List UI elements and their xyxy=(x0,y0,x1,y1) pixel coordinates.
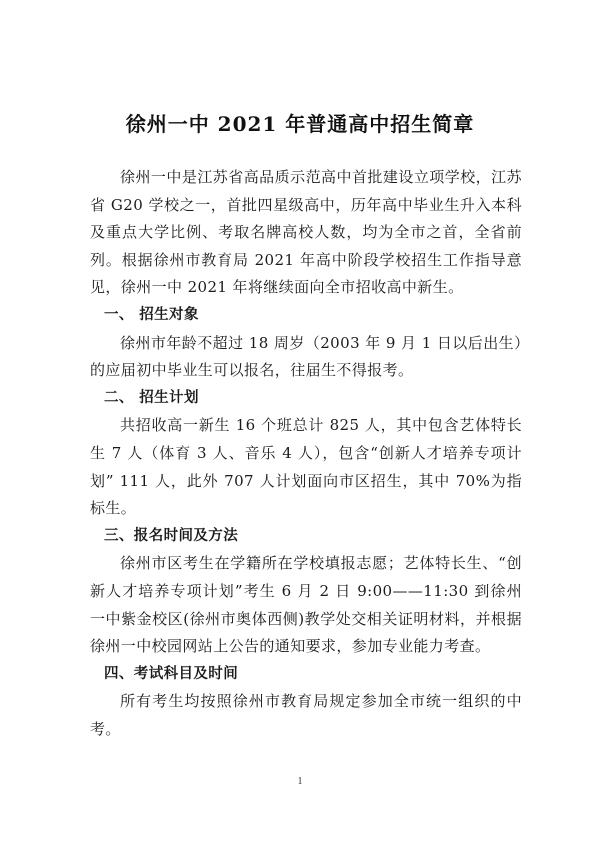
section-text-exam: 所有考生均按照徐州市教育局规定参加全市统一组织的中考。 xyxy=(90,692,522,738)
document-body xyxy=(90,164,522,743)
section-text-eligibility: 徐州市年龄不超过 18 周岁（2003 年 9 月 1 日以后出生）的应届初中毕业生可以报名，往届生不得报考。 xyxy=(90,333,522,380)
section-heading-exam: 四、考试科目及时间 xyxy=(104,665,239,682)
section-heading-plan: 二、 招生计划 xyxy=(104,389,199,406)
section-text-registration: 徐州市区考生在学籍所在学校填报志愿；艺体特长生、“创新人才培养专项计划”考生 6 月 2 日 9:00——11:30 到徐州一中紫金校区(徐州市奥体西侧)教学处交相关证明材料，并根据徐州一中校园网站上公告的通知要求，参加专业能力考查。 xyxy=(90,554,522,656)
document-title: 徐州一中 2021 年普通高中招生简章 xyxy=(125,112,475,136)
section-heading-registration: 三、报名时间及方法 xyxy=(104,527,239,544)
intro-paragraph: 徐州一中是江苏省高品质示范高中首批建设立项学校，江苏省 G20 学校之一，首批四星级高中，历年高中毕业生升入本科及重点大学比例、考取名牌高校人数，均为全市之首，全省前列。根据徐州市教育局 2021 年高中阶段学校招生工作指导意见，徐州一中 2021 年将继续面向全市招收高中新生。 xyxy=(90,168,522,297)
page-number: 1 xyxy=(297,776,303,787)
section-heading-eligibility: 一、 招生对象 xyxy=(104,306,199,323)
section-text-plan: 共招收高一新生 16 个班总计 825 人，其中包含艺体特长生 7 人（体育 3 人、音乐 4 人），包含“创新人才培养专项计划” 111 人，此外 707 人计划面向市区招生，其中 70%为指标生。 xyxy=(90,416,522,518)
